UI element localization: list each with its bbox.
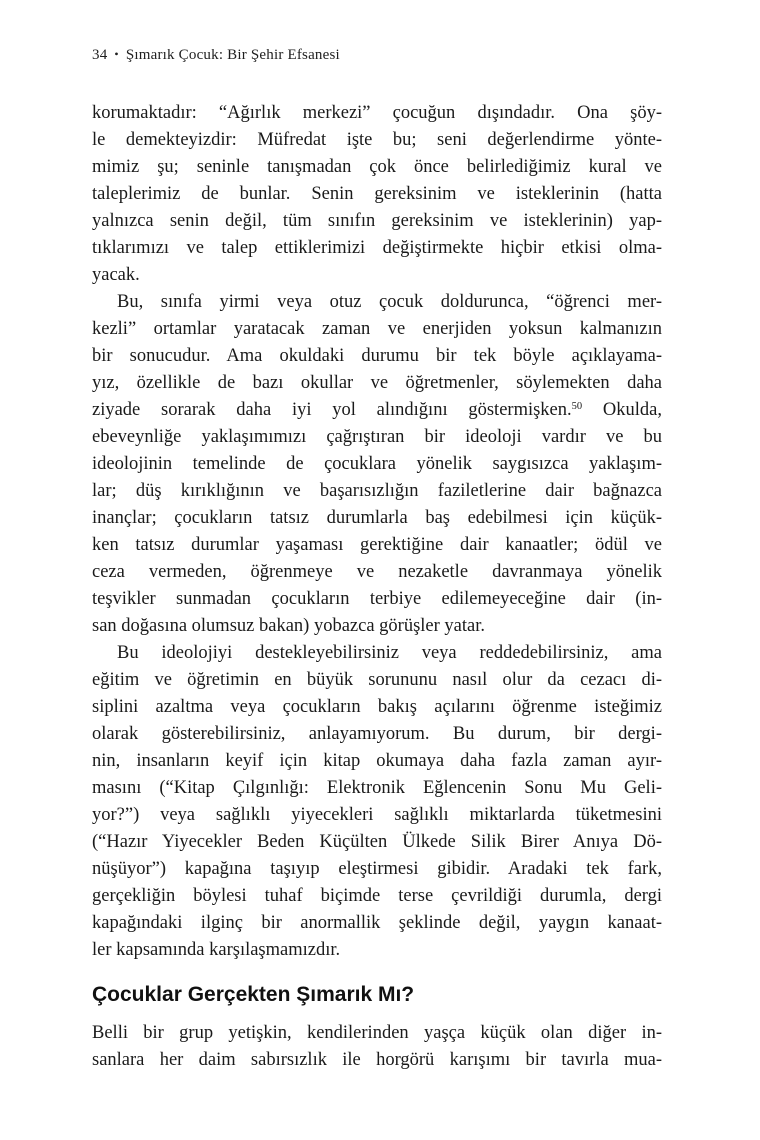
text-line: san doğasına olumsuz bakan) yobazca görüşler yatar. bbox=[92, 616, 485, 636]
paragraph-1 bbox=[92, 100, 662, 289]
page-body bbox=[92, 100, 662, 1074]
paragraph-2 bbox=[92, 289, 662, 640]
text-line: ideolojinin temelinde de çocuklara yönelik saygısızca yaklaşım- bbox=[92, 454, 662, 474]
text-line: eğitim ve öğretimin en büyük sorununu nasıl olur da cezacı di- bbox=[92, 670, 662, 690]
header-separator-dot: • bbox=[114, 47, 119, 61]
text-segment: ziyade sorarak daha iyi yol alındığını göstermişken. bbox=[92, 400, 572, 420]
text-line: ceza vermeden, öğrenmeye ve nezaketle davranmaya yönelik bbox=[92, 562, 662, 582]
text-line: masını (“Kitap Çılgınlığı: Elektronik Eğlencenin Sonu Mu Geli- bbox=[92, 778, 662, 798]
running-title: Şımarık Çocuk: Bir Şehir Efsanesi bbox=[125, 47, 340, 63]
footnote-reference: 50 bbox=[571, 401, 583, 412]
page-number: 34 bbox=[92, 47, 108, 63]
text-line: yız, özellikle de bazı okullar ve öğretmenler, söylemekten daha bbox=[92, 373, 662, 393]
text-line: nüşüyor”) kapağına taşıyıp eleştirmesi gibidir. Aradaki tek fark, bbox=[92, 859, 662, 879]
text-line: taleplerimiz de bunlar. Senin gereksinim ve isteklerinin (hatta bbox=[92, 184, 662, 204]
text-line: yacak. bbox=[92, 265, 140, 285]
text-line: yalnızca senin değil, tüm sınıfın gereksinim ve isteklerinin) yap- bbox=[92, 211, 662, 231]
text-line: Bu, sınıfa yirmi veya otuz çocuk doldurunca, “öğrenci mer- bbox=[117, 292, 662, 312]
text-line: kezli” ortamlar yaratacak zaman ve enerjiden yoksun kalmanızın bbox=[92, 319, 662, 339]
text-line: bir sonucudur. Ama okuldaki durumu bir tek böyle açıklayama- bbox=[92, 346, 662, 366]
text-line: ebeveynliğe yaklaşımımızı çağrıştıran bir ideoloji vardır ve bu bbox=[92, 427, 662, 447]
text-line: inançlar; çocukların tatsız durumlarla baş edebilmesi için küçük- bbox=[92, 508, 662, 528]
text-line: le demekteyizdir: Müfredat işte bu; seni değerlendirme yönte- bbox=[92, 130, 662, 150]
text-line: teşvikler sunmadan çocukların terbiye edilemeyeceğine dair (in- bbox=[92, 589, 662, 609]
text-line: lar; düş kırıklığının ve başarısızlığın faziletlerine dair bağnazca bbox=[92, 481, 662, 501]
text-line: Belli bir grup yetişkin, kendilerinden yaşça küçük olan diğer in- bbox=[92, 1023, 662, 1043]
text-line: korumaktadır: “Ağırlık merkezi” çocuğun dışındadır. Ona şöy- bbox=[92, 103, 662, 123]
section-heading: Çocuklar Gerçekten Şımarık Mı? bbox=[92, 983, 415, 1006]
text-line: sanlara her daim sabırsızlık ile horgörü karışımı bir tavırla mua- bbox=[92, 1050, 662, 1070]
text-line: gerçekliğin böylesi tuhaf biçimde terse çevrildiği durumla, dergi bbox=[92, 886, 662, 906]
text-line: tıklarımızı ve talep ettiklerimizi değiştirmekte hiçbir etkisi olma- bbox=[92, 238, 662, 258]
paragraph-4 bbox=[92, 1020, 662, 1074]
text-line: siplini azaltma veya çocukların bakış açılarını öğrenme isteğimiz bbox=[92, 697, 662, 717]
text-line: ken tatsız durumlar yaşaması gerektiğine dair kanaatler; ödül ve bbox=[92, 535, 662, 555]
text-line: nin, insanların keyif için kitap okumaya daha fazla zaman ayır- bbox=[92, 751, 662, 771]
text-line: yor?”) veya sağlıklı yiyecekleri sağlıklı miktarlarda tüketmesini bbox=[92, 805, 662, 825]
text-line: kapağındaki ilginç bir anormallik şeklinde değil, yaygın kanaat- bbox=[92, 913, 662, 933]
text-line: ler kapsamında karşılaşmamızdır. bbox=[92, 940, 341, 960]
text-line bbox=[92, 397, 662, 424]
text-segment: Okulda, bbox=[582, 400, 662, 420]
text-line: Bu ideolojiyi destekleyebilirsiniz veya reddedebilirsiniz, ama bbox=[117, 643, 662, 663]
text-line: olarak gösterebilirsiniz, anlayamıyorum. Bu durum, bir dergi- bbox=[92, 724, 662, 744]
paragraph-3 bbox=[92, 640, 662, 964]
text-line: mimiz şu; seninle tanışmadan çok önce belirlediğimiz kural ve bbox=[92, 157, 662, 177]
text-line: (“Hazır Yiyecekler Beden Küçülten Ülkede Silik Birer Anıya Dö- bbox=[92, 832, 662, 852]
running-header bbox=[92, 47, 340, 64]
